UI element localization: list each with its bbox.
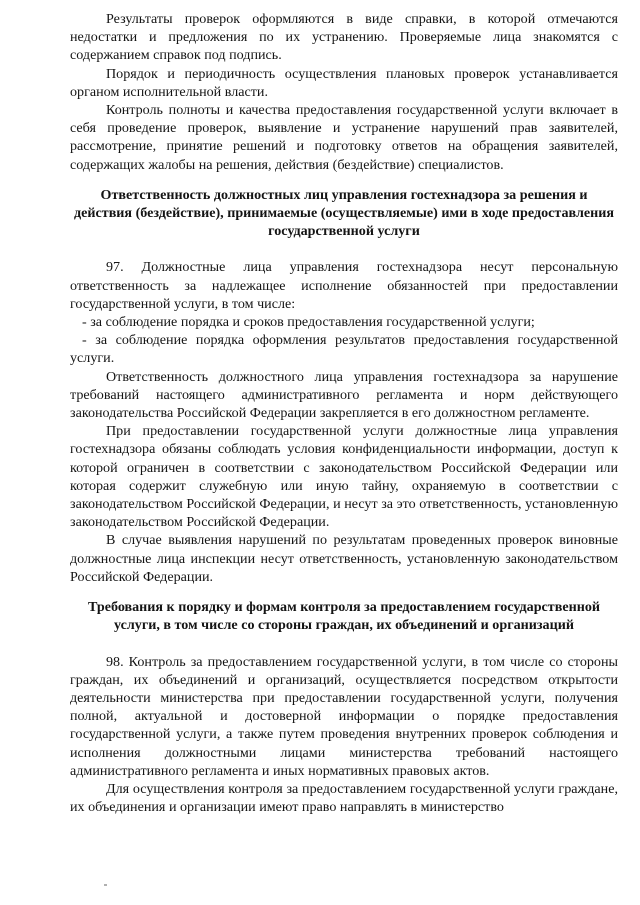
section-heading-control-requirements: Требования к порядку и формам контроля за предоставлением государственной услуги, в том числе со стороны граждан, их объединений и организаций bbox=[88, 599, 600, 634]
paragraph-97-intro: 97. Должностные лица управления гостехнадзора несут персональную ответственность за надлежащее исполнение обязанностей при предоставлении государственной услуги, в том числе: bbox=[70, 259, 618, 312]
spacer bbox=[70, 635, 618, 653]
paragraph-violations: В случае выявления нарушений по результатам проведенных проверок виновные должностные лица инспекции несут ответственность, установленную законодательством Российской Федерации. bbox=[70, 532, 618, 585]
list-item-results: - за соблюдение порядка оформления результатов предоставления государственной услуги. bbox=[70, 332, 618, 367]
paragraph-citizens-rights: Для осуществления контроля за предоставлением государственной услуги граждане, их объединения и организации имеют право направлять в министерство bbox=[70, 780, 618, 816]
section-heading-responsibility: Ответственность должностных лиц управления гостехнадзора за решения и действия (бездействие), принимаемые (осуществляемые) ими в ходе предоставления государственной услуги bbox=[74, 186, 614, 240]
list-item-deadlines: - за соблюдение порядка и сроков предоставления государственной услуги; bbox=[82, 314, 535, 331]
paragraph-confidentiality: При предоставлении государственной услуги должностные лица управления гостехнадзора обязаны соблюдать условия конфиденциальности информации, доступ к которой ограничен в соответствии с законодательством Российской Федерации или которая содержит служебную или иную тайну, охраняемую в соответствии с законодательством Российской Федерации, и несут за это ответственность, установленную законодательством Российской Федерации. bbox=[70, 423, 618, 531]
spacer bbox=[70, 174, 618, 186]
spacer bbox=[70, 240, 618, 258]
scan-mark bbox=[104, 884, 107, 886]
paragraph-official-liability: Ответственность должностного лица управления гостехнадзора за нарушение требований настоящего административного регламента и норм действующего законодательства Российской Федерации закрепляется в его должностном регламенте. bbox=[70, 368, 618, 422]
paragraph-inspection-results: Результаты проверок оформляются в виде справки, в которой отмечаются недостатки и предложения по их устранению. Проверяемые лица знакомятся с содержанием справок под подпись. bbox=[70, 11, 618, 64]
spacer bbox=[70, 586, 618, 598]
document-page bbox=[70, 10, 618, 816]
paragraph-quality-control: Контроль полноты и качества предоставления государственной услуги включает в себя проведение проверок, выявление и устранение нарушений прав заявителей, рассмотрение, принятие решений и подготовку ответов на обращения заявителей, содержащих жалобы на решения, действия (бездействие) специалистов. bbox=[70, 102, 618, 173]
paragraph-98-control: 98. Контроль за предоставлением государственной услуги, в том числе со стороны граждан, их объединений и организаций, осуществляется посредством открытости деятельности министерства при предоставлении государственной услуги, получения полной, актуальной и достоверной информации о порядке предоставления государственной услуги, а также путем проведения внутренних проверок соблюдения и исполнения должностными лицами министерства требований настоящего административного регламента и иных нормативных правовых актов. bbox=[70, 653, 618, 779]
paragraph-inspection-schedule: Порядок и периодичность осуществления плановых проверок устанавливается органом исполнительной власти. bbox=[70, 65, 618, 100]
